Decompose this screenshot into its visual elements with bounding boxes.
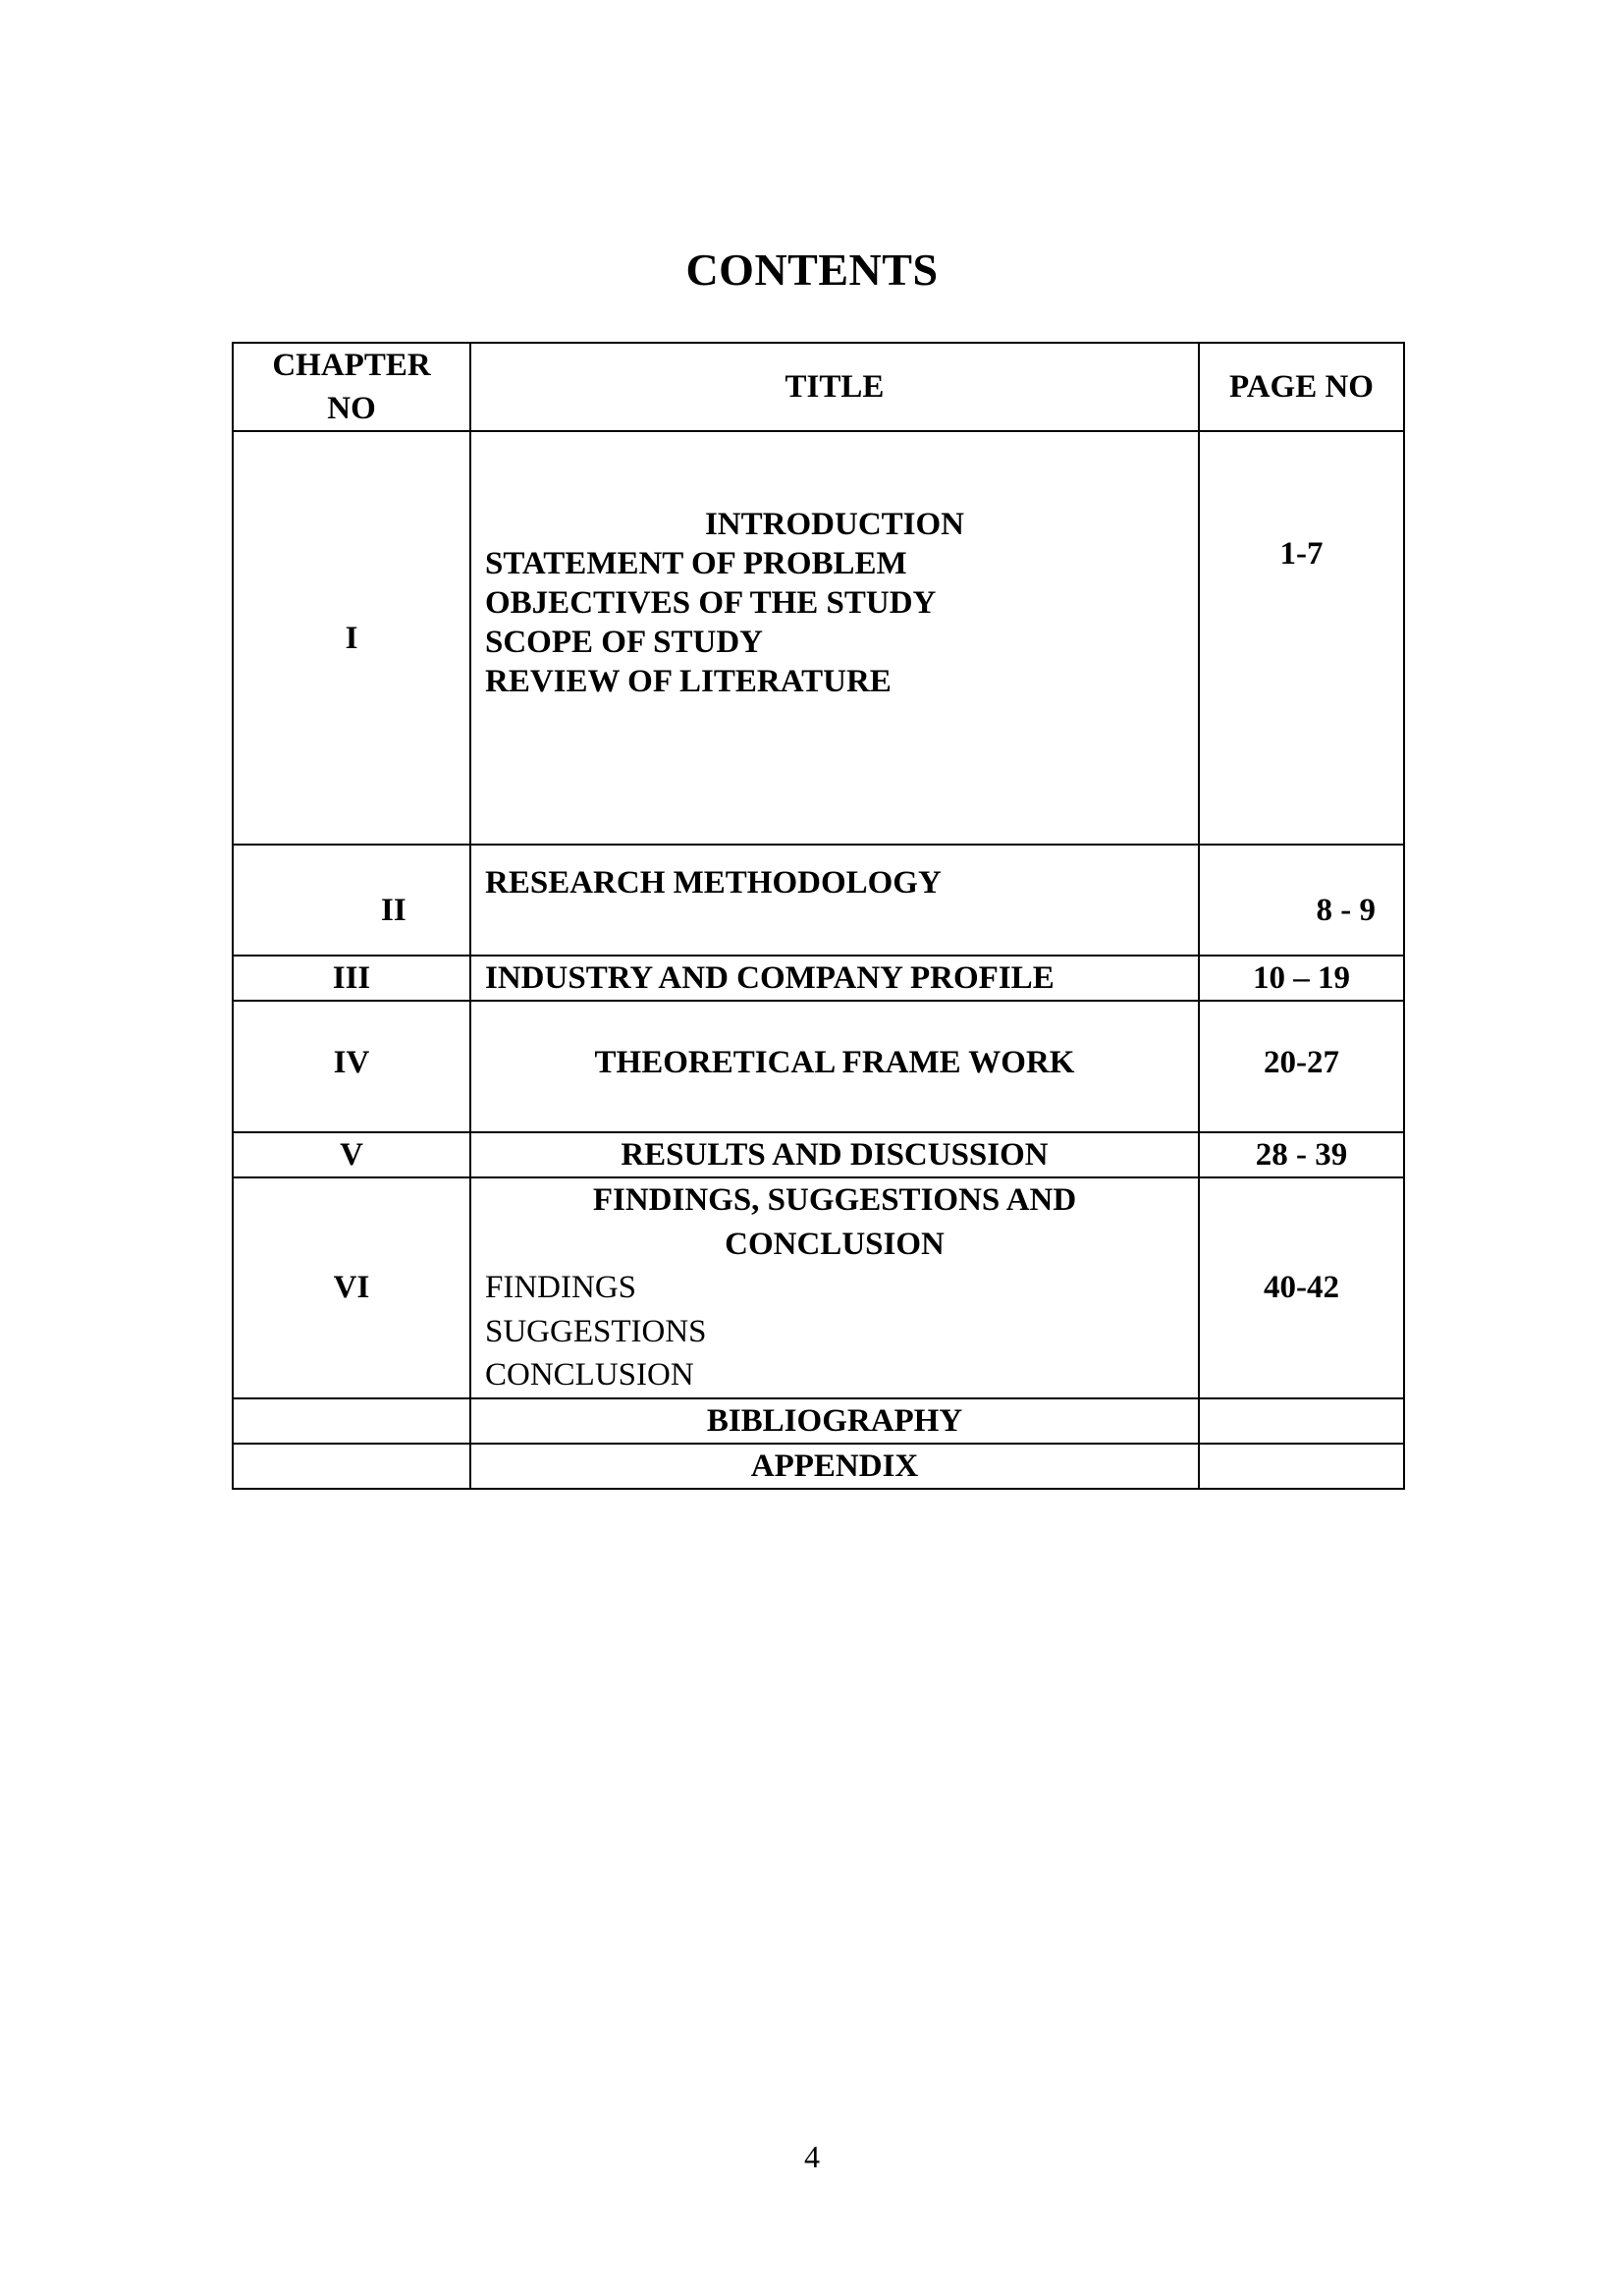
header-title: TITLE xyxy=(470,343,1199,431)
chapter-number: I xyxy=(233,431,470,845)
header-chapter-line1: CHAPTER xyxy=(272,348,431,383)
subsection-item: SCOPE OF STUDY xyxy=(485,625,763,660)
header-chapter-no xyxy=(233,343,470,431)
chapter-number: IV xyxy=(233,1001,470,1132)
chapter-title-cell xyxy=(470,431,1199,845)
chapter-heading-line2: CONCLUSION xyxy=(725,1226,945,1262)
chapter-heading: BIBLIOGRAPHY xyxy=(470,1398,1199,1444)
page-title: CONTENTS xyxy=(685,245,939,295)
chapter-page-range: 20-27 xyxy=(1199,1001,1404,1132)
subsection-item: SUGGESTIONS xyxy=(485,1313,707,1349)
table-row xyxy=(233,1444,1404,1489)
chapter-number: V xyxy=(233,1132,470,1177)
header-chapter-line2: NO xyxy=(327,391,376,426)
subsection-item: CONCLUSION xyxy=(485,1357,694,1393)
table-row xyxy=(233,431,1404,845)
header-page-no: PAGE NO xyxy=(1199,343,1404,431)
chapter-page-range: 1-7 xyxy=(1199,431,1404,845)
chapter-heading: THEORETICAL FRAME WORK xyxy=(470,1001,1199,1132)
chapter-title-cell xyxy=(470,1177,1199,1398)
subsection-item: STATEMENT OF PROBLEM xyxy=(485,546,907,581)
table-row xyxy=(233,845,1404,956)
chapter-page-range: 40-42 xyxy=(1199,1177,1404,1398)
chapter-heading: INDUSTRY AND COMPANY PROFILE xyxy=(470,956,1199,1001)
contents-table xyxy=(232,342,1405,1490)
chapter-page-range xyxy=(1199,1444,1404,1489)
chapter-heading-line1: FINDINGS, SUGGESTIONS AND xyxy=(592,1182,1077,1218)
subsection-item: FINDINGS xyxy=(485,1270,637,1305)
chapter-page-range xyxy=(1199,1398,1404,1444)
table-row xyxy=(233,1001,1404,1132)
table-row xyxy=(233,956,1404,1001)
chapter-page-range: 8 - 9 xyxy=(1199,845,1404,956)
chapter-heading: RESULTS AND DISCUSSION xyxy=(470,1132,1199,1177)
table-row xyxy=(233,1398,1404,1444)
chapter-heading: RESEARCH METHODOLOGY xyxy=(470,845,1199,956)
subsection-item: OBJECTIVES OF THE STUDY xyxy=(485,585,937,621)
chapter-heading: APPENDIX xyxy=(470,1444,1199,1489)
chapter-page-range: 10 – 19 xyxy=(1199,956,1404,1001)
chapter-heading: INTRODUCTION xyxy=(704,507,965,542)
chapter-number xyxy=(233,1444,470,1489)
chapter-page-range: 28 - 39 xyxy=(1199,1132,1404,1177)
page-number: 4 xyxy=(804,2139,820,2174)
chapter-number xyxy=(233,1398,470,1444)
table-row xyxy=(233,1177,1404,1398)
chapter-number: III xyxy=(233,956,470,1001)
table-header-row xyxy=(233,343,1404,431)
chapter-number: VI xyxy=(233,1177,470,1398)
subsection-item: REVIEW OF LITERATURE xyxy=(485,664,892,699)
table-row xyxy=(233,1132,1404,1177)
chapter-number: II xyxy=(233,845,470,956)
